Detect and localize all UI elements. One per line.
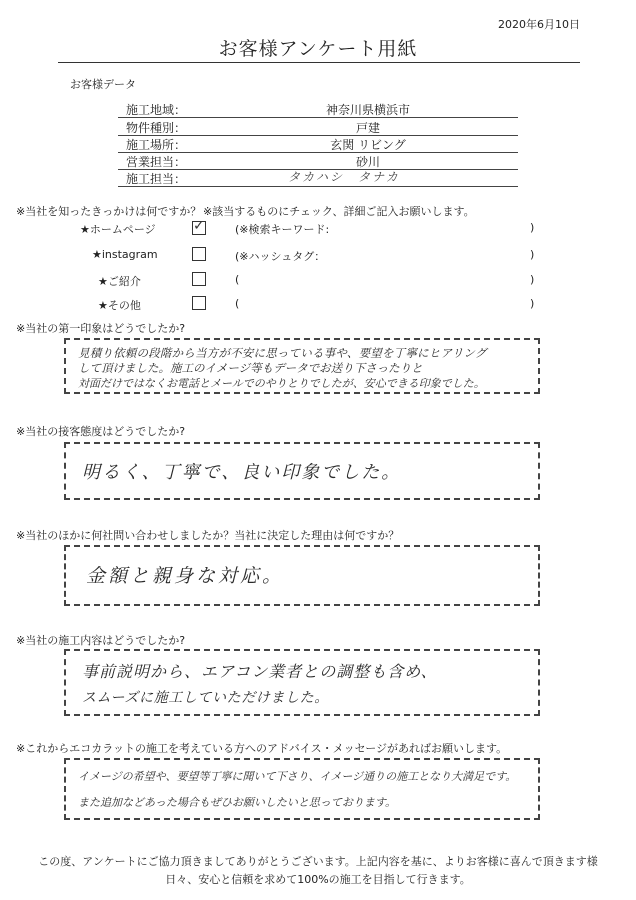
question-instruction: ※該当するものにチェック、詳細ご記入お願いします。 bbox=[203, 205, 475, 218]
detail-close-paren: ) bbox=[530, 297, 535, 310]
footer-line: 日々、安心と信頼を求めて100%の施工を目指して行きます。 bbox=[165, 873, 471, 886]
answer-line: 見積り依頼の段階から当方が不安に思っている事や、要望を丁寧にヒアリング bbox=[78, 346, 487, 360]
answer-box-work-quality bbox=[64, 649, 540, 716]
answer-line: また追加などあった場合もぜひお願いしたいと思っております。 bbox=[78, 796, 397, 809]
question-service-attitude: ※当社の接客態度はどうでしたか? bbox=[16, 425, 186, 438]
info-row-property-type bbox=[118, 118, 518, 136]
info-key: 営業担当： bbox=[126, 155, 187, 169]
customer-data-label: お客様データ bbox=[70, 78, 136, 91]
check-mark-icon: ✓ bbox=[193, 218, 205, 234]
answer-line: 対面だけではなくお電話とメールでのやりとりでしたが、安心できる印象でした。 bbox=[78, 377, 485, 390]
option-label-homepage: ★ホームページ bbox=[80, 223, 156, 236]
detail-search-keyword: (※検索キーワード: bbox=[235, 223, 330, 236]
info-value: 砂川 bbox=[355, 155, 380, 169]
info-key: 施工地域： bbox=[126, 103, 187, 117]
detail-other: ( bbox=[235, 297, 240, 310]
info-row-area bbox=[118, 100, 518, 118]
question-work-quality: ※当社の施工内容はどうでしたか? bbox=[16, 634, 186, 647]
option-label-referral: ★ご紹介 bbox=[98, 275, 141, 288]
title-underline bbox=[58, 62, 580, 63]
info-key: 物件種別： bbox=[126, 121, 187, 135]
checkbox-instagram[interactable] bbox=[192, 247, 206, 261]
question-other-companies: ※当社のほかに何社問い合わせしましたか？当社に決定した理由は何ですか？ bbox=[16, 529, 400, 542]
answer-box-decision-reason bbox=[64, 545, 540, 606]
info-row-installer bbox=[118, 169, 518, 187]
detail-close-paren: ) bbox=[530, 248, 535, 261]
checkbox-other[interactable] bbox=[192, 296, 206, 310]
answer-box-advice-message bbox=[64, 758, 540, 820]
answer-line: 明るく、丁寧で、良い印象でした。 bbox=[82, 462, 402, 483]
checkbox-referral[interactable] bbox=[192, 272, 206, 286]
detail-close-paren: ) bbox=[530, 273, 535, 286]
info-key: 施工担当： bbox=[126, 172, 187, 186]
answer-line: して頂けました。施工のイメージ等もデータでお送り下さったりと bbox=[78, 361, 423, 375]
answer-line: 事前説明から、エアコン業者との調整も含め、 bbox=[82, 662, 438, 681]
info-key: 施工場所： bbox=[126, 138, 187, 152]
question-advice-message: ※これからエコカラットの施工を考えている方へのアドバイス・メッセージがあればお願いします。 bbox=[16, 742, 508, 755]
page-title: お客様アンケート用紙 bbox=[218, 38, 418, 60]
survey-date: 2020年6月10日 bbox=[498, 18, 580, 31]
detail-referral: ( bbox=[235, 273, 240, 286]
detail-close-paren: ) bbox=[530, 221, 535, 234]
answer-box-service-attitude bbox=[64, 442, 540, 500]
info-row-location bbox=[118, 135, 518, 153]
detail-hashtag: (※ハッシュタグ： bbox=[235, 250, 326, 263]
option-label-other: ★その他 bbox=[98, 299, 141, 312]
footer-message bbox=[30, 853, 606, 889]
info-value: 玄関 リビング bbox=[330, 138, 406, 152]
question-how-found: ※当社を知ったきっかけは何ですか？ bbox=[16, 205, 202, 218]
footer-line: この度、アンケートにご協力頂きましてありがとうございます。上記内容を基に、よりお客様に喜んで頂きます様 bbox=[38, 855, 598, 868]
option-label-instagram: ★instagram bbox=[92, 248, 158, 261]
info-value: 戸建 bbox=[355, 121, 380, 135]
question-first-impression: ※当社の第一印象はどうでしたか? bbox=[16, 322, 186, 335]
info-value: 神奈川県横浜市 bbox=[325, 103, 410, 117]
info-value-handwritten: タカハシ タナカ bbox=[288, 170, 400, 184]
answer-box-first-impression bbox=[64, 338, 540, 394]
checkbox-homepage[interactable] bbox=[192, 218, 206, 235]
answer-line: 金額と親身な対応。 bbox=[86, 565, 285, 587]
answer-line: スムーズに施工していただけました。 bbox=[82, 690, 329, 706]
answer-line: イメージの希望や、要望等丁寧に聞いて下さり、イメージ通りの施工となり大満足です。 bbox=[78, 770, 517, 783]
